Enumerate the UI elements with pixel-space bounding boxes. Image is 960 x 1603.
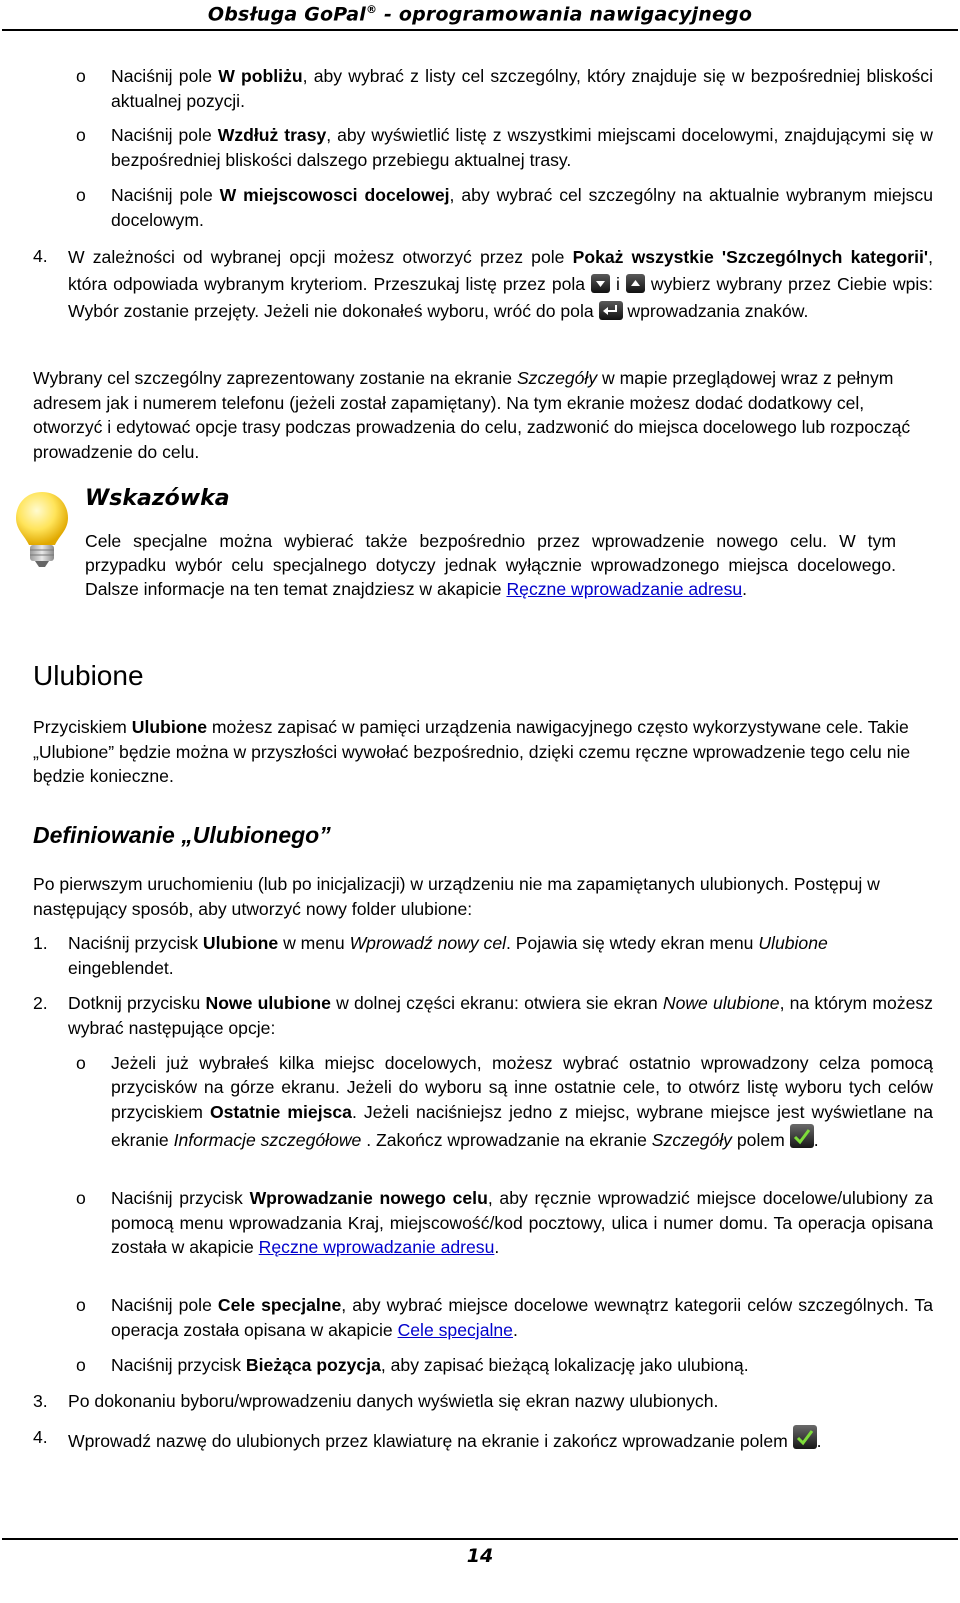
bullet-marker: o — [76, 1295, 86, 1315]
list-item: Naciśnij pole W miejscowosci docelowej, aby wybrać cel szczególny na aktualnie wybranym miejscu docelowym. — [111, 185, 933, 230]
step-number: 4. — [33, 246, 48, 266]
enter-return-button-icon — [599, 301, 623, 320]
registered-mark: ® — [365, 3, 378, 16]
bullet-marker: o — [76, 1188, 86, 1208]
header-rule — [2, 29, 958, 31]
header-title — [0, 3, 960, 25]
list-item: Naciśnij przycisk Bieżąca pozycja, aby zapisać bieżącą lokalizację jako ulubioną. — [111, 1355, 749, 1375]
step-number: 4. — [33, 1427, 48, 1447]
list-item: Naciśnij pole Wzdłuż trasy, aby wyświetlić listę z wszystkimi miejscami docelowymi, znajdującymi się w bezpośredniej bliskości dalszego przebiegu aktualnej trasy. — [111, 125, 934, 170]
list-item: Naciśnij pole W pobliżu, aby wybrać z listy cel szczególny, który znajduje się w bezpośredniej bliskości aktualnej pozycji. — [111, 66, 933, 111]
list-item: Naciśnij pole Cele specjalne, aby wybrać miejsce docelowe wewnątrz kategorii celów szczególnych. Ta operacja została opisana w akapicie Cele specjalne. — [111, 1295, 933, 1340]
section-heading: Ulubione — [33, 660, 144, 691]
hint-text: Cele specjalne można wybierać także bezpośrednio przez wprowadzenie nowego celu. W tym przypadku wybór celu specjalnego dotyczy jednak wyłącznie wprowadzonego miejsca docelowego. Dalsze informacje na ten temat znajdziesz w akapicie Ręczne wprowadzanie adresu. — [85, 531, 896, 600]
arrow-down-button-icon — [591, 274, 610, 293]
link-manual-address[interactable]: Ręczne wprowadzanie adresu — [506, 579, 743, 600]
checkmark-button-icon — [790, 1124, 814, 1148]
list-item: Wprowadź nazwę do ulubionych przez klawiaturę na ekranie i zakończ wprowadzanie polem . — [68, 1425, 933, 1454]
subsection-heading: Definiowanie „Ulubionego” — [33, 822, 331, 848]
footer-rule — [2, 1538, 958, 1540]
list-item: W zależności od wybranej opcji możesz otworzyć przez pole Pokaż wszystkie 'Szczególnych kategorii', która odpowiada wybranym kryteriom. Przeszukaj listę przez pola i wybierz wybrany przez Ciebie wpis: Wybór zostanie przejęty. Jeżeli nie dokonałeś wyboru, wróć do pola wprowadzania znaków. — [68, 247, 933, 321]
link-manual-address[interactable]: Ręczne wprowadzanie adresu — [258, 1237, 495, 1257]
step-number: 1. — [33, 933, 48, 953]
bullet-marker: o — [76, 1355, 86, 1375]
body-paragraph: Wybrany cel szczególny zaprezentowany zostanie na ekranie Szczegóły w mapie przeglądowej wraz z pełnym adresem jak i numerem telefonu (jeżeli został zapamiętany). Na tym ekranie możesz dodać dodatkowy cel, otworzyć i edytować opcje trasy podczas prowadzenia do celu, zadzwonić do miejsca docelowego lub rozpocząć prowadzenie do celu. — [33, 368, 911, 462]
checkmark-button-icon — [793, 1425, 817, 1449]
body-paragraph: Po pierwszym uruchomieniu (lub po inicjalizacji) w urządzeniu nie ma zapamiętanych ulubionych. Postępuj w następujący sposób, aby utworzyć nowy folder ulubione: — [33, 874, 880, 919]
list-item: Naciśnij przycisk Wprowadzanie nowego celu, aby ręcznie wprowadzić miejsce docelowe/ulubiony za pomocą menu wprowadzania Kraj, miejscowość/kod pocztowy, ulica i numer domu. Ta operacja opisana została w akapicie Ręczne wprowadzanie adresu. — [111, 1188, 933, 1257]
step-number: 3. — [33, 1391, 48, 1411]
list-item: Naciśnij przycisk Ulubione w menu Wprowadź nowy cel. Pojawia się wtedy ekran menu Ulubione eingeblendet. — [68, 933, 828, 978]
list-item: Jeżeli już wybrałeś kilka miejsc docelowych, możesz wybrać ostatnio wprowadzony celza pomocą przycisków na górze ekranu. Jeżeli do wyboru są inne ostatnie cele, to otwórz listę wyboru tych celów przyciskiem Ostatnie miejsca. Jeżeli naciśniejsz jedno z miejsc, wybrane miejsce jest wyświetlane na ekranie Informacje szczegółowe . Zakończ wprowadzanie na ekranie Szczegóły polem . — [111, 1053, 933, 1150]
bullet-marker: o — [76, 1053, 86, 1073]
step-number: 2. — [33, 993, 48, 1013]
bullet-marker: o — [76, 185, 86, 205]
header-title-part2: - oprogramowania nawigacyjnego — [377, 3, 753, 26]
page-number: 14 — [466, 1545, 494, 1567]
list-item: Dotknij przycisku Nowe ulubione w dolnej części ekranu: otwiera sie ekran Nowe ulubione, na którym możesz wybrać następujące opcje: — [68, 993, 933, 1038]
lightbulb-icon — [12, 490, 72, 570]
arrow-up-button-icon — [626, 274, 645, 293]
link-special-targets[interactable]: Cele specjalne — [397, 1319, 513, 1340]
page-header — [0, 0, 960, 32]
hint-title: Wskazówka — [85, 486, 230, 511]
header-title-part1: Obsługa GoPal — [207, 3, 366, 26]
body-paragraph: Przyciskiem Ulubione możesz zapisać w pamięci urządzenia nawigacyjnego często wykorzystywane cele. Takie „Ulubione” będzie można w przyszłości wywołać bezpośrednio, dzięki czemu ręczne wprowadzenie tego celu nie będzie konieczne. — [33, 717, 911, 786]
list-item: Po dokonaniu byboru/wprowadzeniu danych wyświetla się ekran nazwy ulubionych. — [68, 1391, 719, 1411]
bullet-marker: o — [76, 66, 86, 86]
bullet-marker: o — [76, 125, 86, 145]
